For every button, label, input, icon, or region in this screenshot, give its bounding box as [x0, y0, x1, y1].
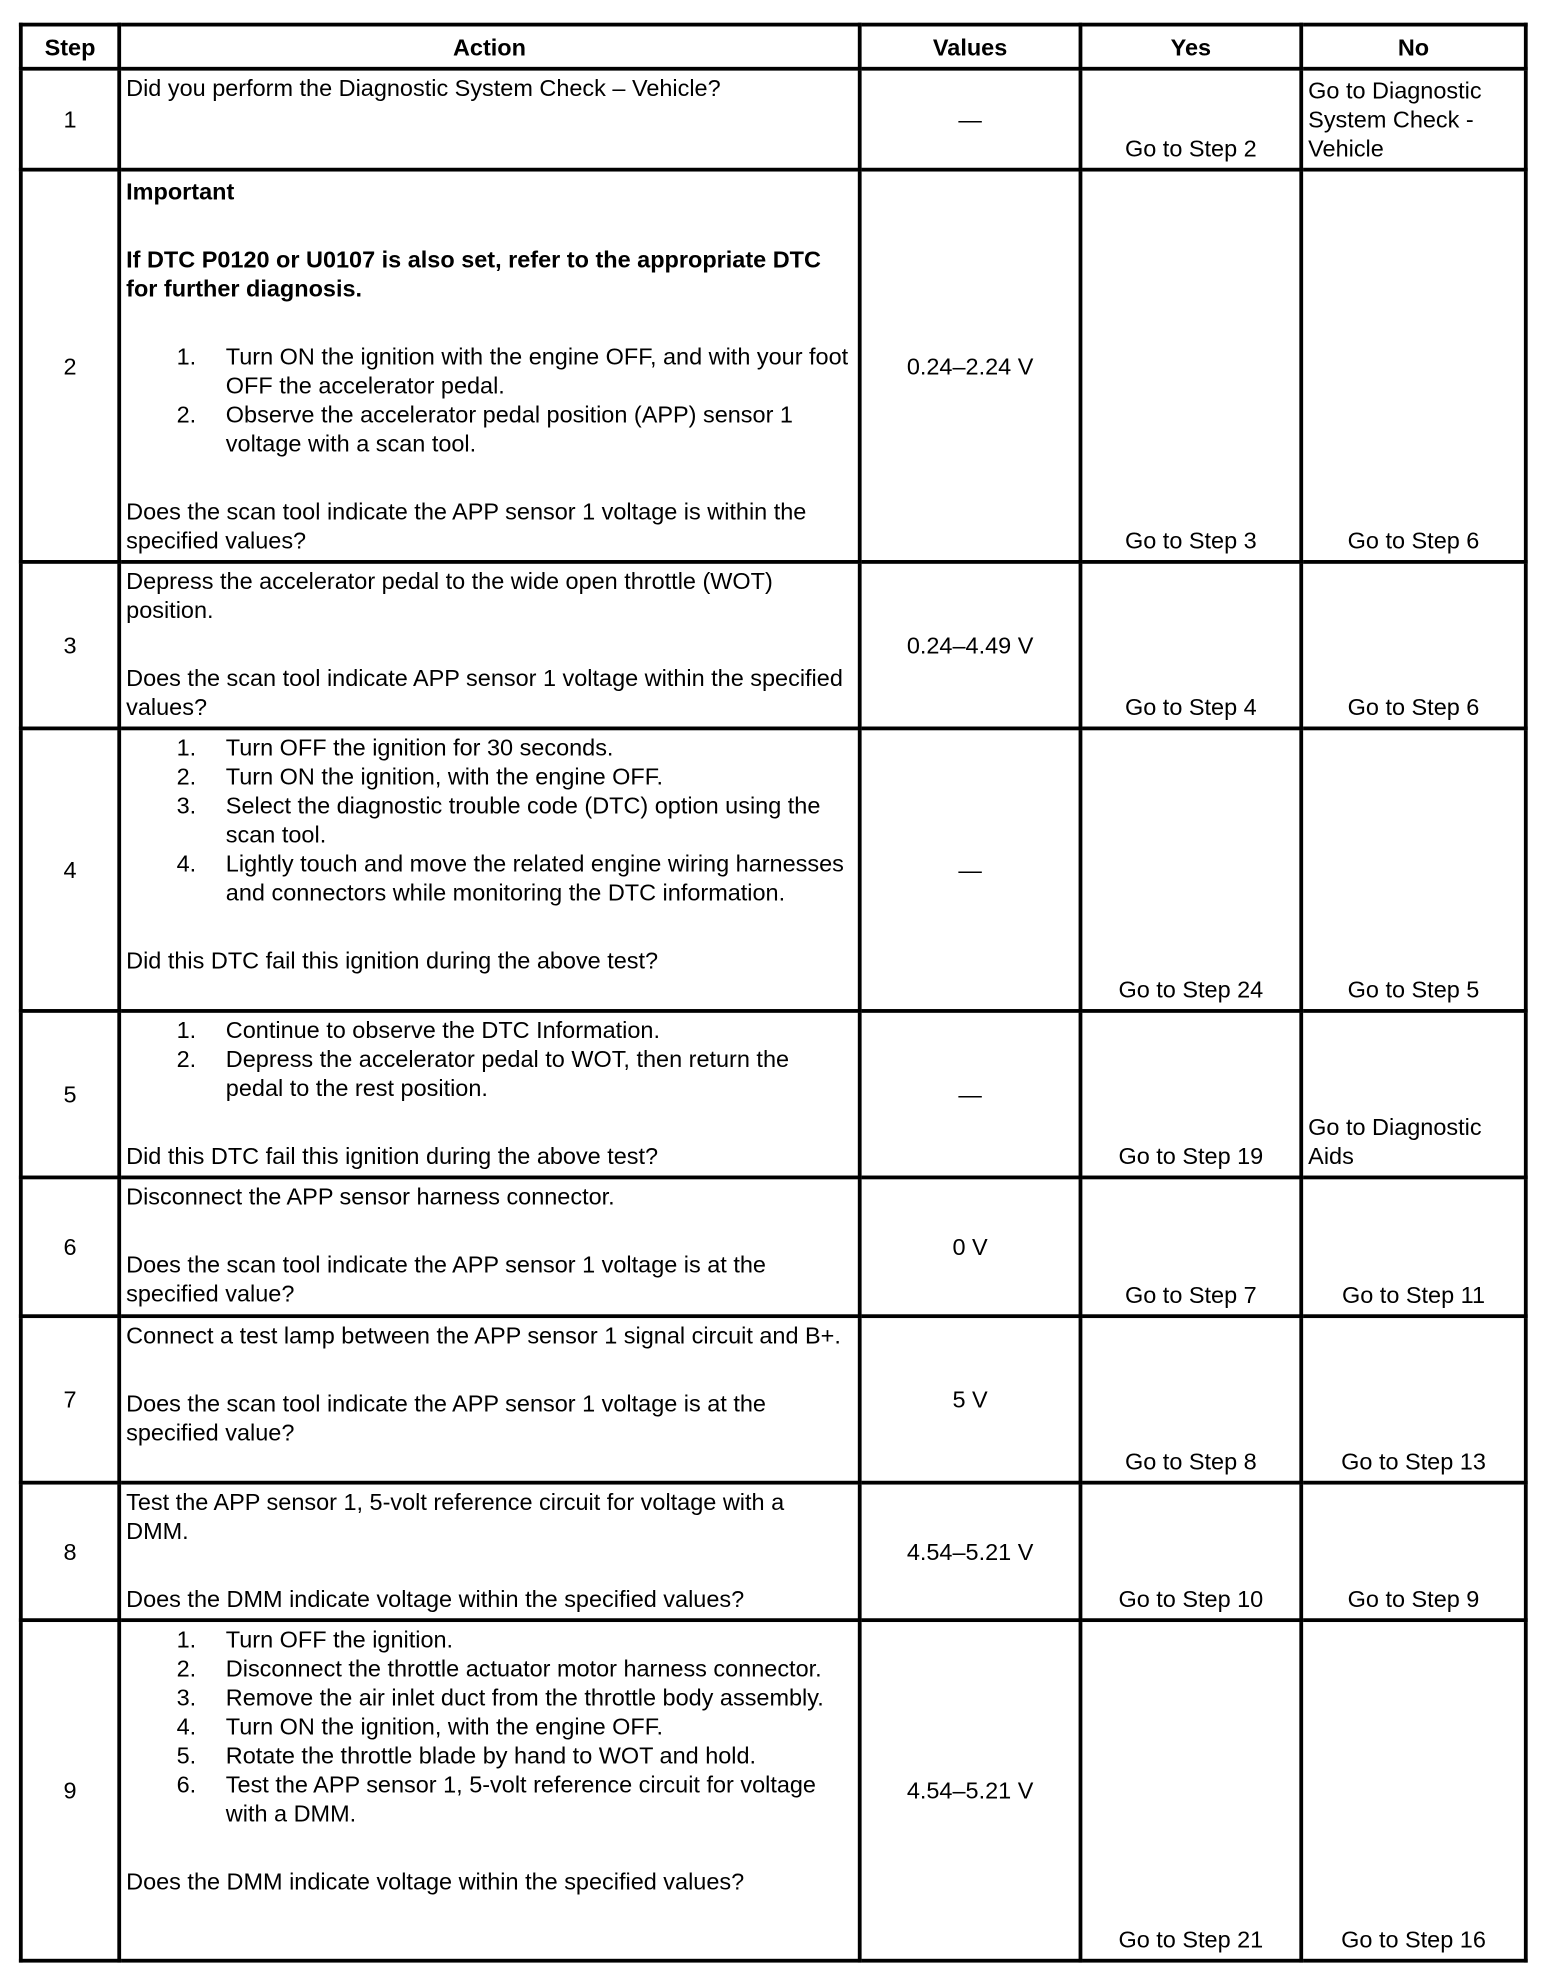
value-cell: 0 V	[860, 1177, 1081, 1316]
value-cell: 5 V	[860, 1316, 1081, 1482]
yes-cell: Go to Step 10	[1080, 1483, 1301, 1620]
no-cell: Go to Step 9	[1301, 1483, 1526, 1620]
action-text: Disconnect the APP sensor harness connector.	[126, 1183, 615, 1210]
yes-cell: Go to Step 2	[1080, 69, 1301, 170]
list-item: 1. Turn OFF the ignition for 30 seconds.	[176, 734, 614, 761]
list-item: 2. Disconnect the throttle actuator motor harness connector.	[176, 1654, 822, 1682]
list-item: 1. Continue to observe the DTC Information.	[176, 1016, 660, 1044]
important-note: If DTC P0120 or U0107 is also set, refer to the appropriate DTC for further diagnosis.	[126, 245, 821, 302]
table-row	[21, 1483, 1526, 1620]
action-cell	[119, 1011, 860, 1177]
action-text: Depress the accelerator pedal to the wide open throttle (WOT) position.	[126, 567, 773, 624]
yes-cell: Go to Step 19	[1080, 1011, 1301, 1177]
action-cell	[119, 1177, 860, 1316]
procedure-list	[126, 1015, 853, 1102]
step-number: 3	[21, 562, 119, 728]
action-cell	[119, 69, 860, 170]
action-question: Did this DTC fail this ignition during the above test?	[126, 947, 659, 974]
table-row	[21, 728, 1526, 1011]
list-item: 2. Depress the accelerator pedal to WOT, then return the pedal to the rest position.	[176, 1045, 790, 1102]
action-cell	[119, 562, 860, 728]
value-cell: 0.24–4.49 V	[860, 562, 1081, 728]
action-question: Does the scan tool indicate the APP sensor 1 voltage is at the specified value?	[126, 1251, 766, 1307]
procedure-list	[126, 342, 853, 458]
action-cell	[119, 1483, 860, 1620]
yes-cell: Go to Step 4	[1080, 562, 1301, 728]
step-number: 1	[21, 69, 119, 170]
table-row	[21, 170, 1526, 562]
header-row	[21, 25, 1526, 69]
header-values: Values	[860, 25, 1081, 69]
action-question: Does the DMM indicate voltage within the specified values?	[126, 1585, 745, 1612]
action-question: Does the scan tool indicate APP sensor 1 voltage within the specified values?	[126, 664, 843, 721]
list-item: 3. Select the diagnostic trouble code (DTC) option using the scan tool.	[176, 792, 821, 848]
list-item: 2. Turn ON the ignition, with the engine OFF.	[176, 763, 663, 790]
value-cell: —	[860, 728, 1081, 1011]
action-text: Test the APP sensor 1, 5-volt reference circuit for voltage with a DMM.	[126, 1488, 785, 1544]
step-number: 7	[21, 1316, 119, 1482]
header-step: Step	[21, 25, 119, 69]
action-question: Did this DTC fail this ignition during the above test?	[126, 1142, 659, 1170]
header-yes: Yes	[1080, 25, 1301, 69]
no-cell: Go to Step 5	[1301, 728, 1526, 1011]
yes-cell: Go to Step 3	[1080, 170, 1301, 562]
value-cell: 0.24–2.24 V	[860, 170, 1081, 562]
list-item: 3. Remove the air inlet duct from the throttle body assembly.	[176, 1683, 824, 1711]
table-row	[21, 69, 1526, 170]
yes-cell: Go to Step 8	[1080, 1316, 1301, 1482]
header-no: No	[1301, 25, 1526, 69]
table-row	[21, 1316, 1526, 1482]
value-cell: 4.54–5.21 V	[860, 1620, 1081, 1961]
list-item: 4. Lightly touch and move the related engine wiring harnesses and connectors while monitoring the DTC information.	[176, 850, 844, 906]
no-cell: Go to Step 13	[1301, 1316, 1526, 1482]
list-item: 4. Turn ON the ignition, with the engine OFF.	[176, 1712, 663, 1740]
action-text: Connect a test lamp between the APP sensor 1 signal circuit and B+.	[126, 1321, 841, 1349]
list-item: 6. Test the APP sensor 1, 5-volt reference circuit for voltage with a DMM.	[176, 1770, 816, 1827]
important-label: Important	[126, 177, 235, 205]
list-item: 1. Turn ON the ignition with the engine OFF, and with your foot OFF the accelerator pedal.	[176, 343, 849, 399]
no-cell: Go to Step 11	[1301, 1177, 1526, 1316]
header-action: Action	[119, 25, 860, 69]
no-cell: Go to Step 6	[1301, 562, 1526, 728]
step-number: 9	[21, 1620, 119, 1961]
step-number: 8	[21, 1483, 119, 1620]
action-cell	[119, 1316, 860, 1482]
value-cell: —	[860, 1011, 1081, 1177]
no-cell: Go to Step 6	[1301, 170, 1526, 562]
step-number: 4	[21, 728, 119, 1011]
yes-cell: Go to Step 7	[1080, 1177, 1301, 1316]
procedure-list	[126, 1625, 853, 1828]
no-cell: Go to Diagnostic System Check - Vehicle	[1301, 69, 1526, 170]
action-cell	[119, 728, 860, 1011]
yes-cell: Go to Step 24	[1080, 728, 1301, 1011]
value-cell: —	[860, 69, 1081, 170]
action-question: Does the scan tool indicate the APP sensor 1 voltage is within the specified values?	[126, 498, 807, 554]
table-row	[21, 1177, 1526, 1316]
action-question: Does the DMM indicate voltage within the specified values?	[126, 1867, 745, 1895]
procedure-list	[126, 733, 853, 907]
table-row	[21, 1011, 1526, 1177]
step-number: 6	[21, 1177, 119, 1316]
list-item: 5. Rotate the throttle blade by hand to WOT and hold.	[176, 1741, 757, 1769]
step-number: 5	[21, 1011, 119, 1177]
yes-cell: Go to Step 21	[1080, 1620, 1301, 1961]
table-row	[21, 1620, 1526, 1961]
action-cell	[119, 170, 860, 562]
action-question: Does the scan tool indicate the APP sensor 1 voltage is at the specified value?	[126, 1389, 766, 1446]
no-cell: Go to Step 16	[1301, 1620, 1526, 1961]
list-item: 2. Observe the accelerator pedal position (APP) sensor 1 voltage with a scan tool.	[176, 401, 793, 457]
no-cell: Go to Diagnostic Aids	[1301, 1011, 1526, 1177]
value-cell: 4.54–5.21 V	[860, 1483, 1081, 1620]
action-text: Did you perform the Diagnostic System Check – Vehicle?	[126, 74, 721, 101]
list-item: 1. Turn OFF the ignition.	[176, 1625, 454, 1653]
table-row	[21, 562, 1526, 728]
diagnostic-table	[19, 23, 1528, 1963]
action-cell	[119, 1620, 860, 1961]
step-number: 2	[21, 170, 119, 562]
